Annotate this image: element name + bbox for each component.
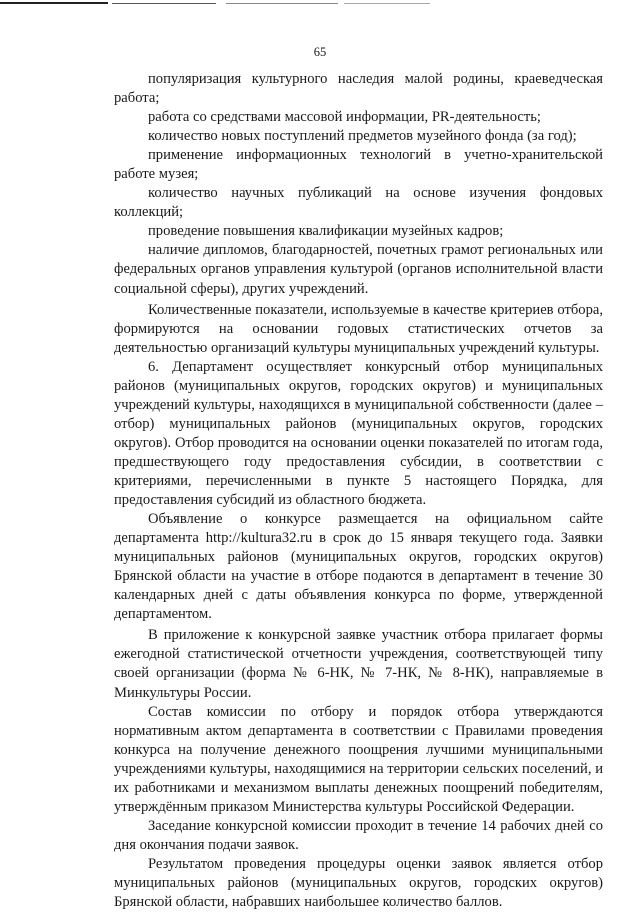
scan-artifact-line	[226, 3, 338, 4]
paragraph-application-attachments: В приложение к конкурсной заявке участник отбора прилагает формы ежегодной статистической отчетности учреждения, соответствующей типу своей организации (форма № 6-НК, № 7-НК, № 8-НК), направляемые в Минкультуры России.	[114, 627, 603, 701]
paragraph-scientific-publications: количество научных публикаций на основе изучения фондовых коллекций;	[114, 185, 603, 221]
paragraph-heritage-popularization: популяризация культурного наследия малой родины, краеведческая работа;	[114, 71, 603, 107]
scan-artifact-line	[0, 2, 108, 4]
paragraph-evaluation-result: Результатом проведения процедуры оценки заявок является отбор муниципальных районов (муниципальных округов, городских округов) Брянской области, набравших наибольшее количество баллов.	[114, 855, 603, 911]
paragraph-information-technologies: применение информационных технологий в учетно-хранительской работе музея;	[114, 147, 603, 183]
scan-artifact-line	[344, 3, 430, 4]
document-body	[114, 70, 603, 912]
paragraph-quantitative-indicators: Количественные показатели, используемые в качестве критериев отбора, формируются на основании годовых статистических отчетов за деятельностью организаций культуры муниципальных учреждений культуры.	[114, 301, 603, 356]
paragraph-commission-meeting: Заседание конкурсной комиссии проходит в течение 14 рабочих дней со дня окончания подачи заявок.	[114, 817, 603, 853]
paragraph-section-6-selection: 6. Департамент осуществляет конкурсный отбор муниципальных районов (муниципальных округов, городских округов) и муниципальных учреждений культуры, находящихся в муниципальной собственности (далее – отбор) муниципальных районов (муниципальных округов, городских округов). Отбор проводится на основании оценки показателей по итогам года, предшествующего году предоставления субсидии, в соответствии с критериями, перечисленными в пункте 5 настоящего Порядка, для предоставления субсидий из областного бюджета.	[114, 358, 603, 509]
paragraph-commission-composition: Состав комиссии по отбору и порядок отбора утверждаются нормативным актом департамента в соответствии с Правилами проведения конкурса на получение денежного поощрения лучшими муниципальными учреждениями культуры, находящимися на территории сельских поселений, и их работниками и механизмом выплаты денежных поощрений победителям, утверждённым приказом Министерства культуры Российской Федерации.	[114, 703, 603, 815]
paragraph-mass-media: работа со средствами массовой информации, PR-деятельность;	[148, 109, 541, 126]
scan-artifact-line	[112, 3, 216, 4]
paragraph-diplomas-awards: наличие дипломов, благодарностей, почетных грамот региональных или федеральных органов управления культурой (органов исполнительной власти социальной сферы), других учреждений.	[114, 242, 603, 297]
paragraph-new-acquisitions: количество новых поступлений предметов музейного фонда (за год);	[148, 128, 577, 145]
page-number: 65	[313, 45, 327, 59]
paragraph-staff-qualification: проведение повышения квалификации музейных кадров;	[148, 223, 504, 240]
paragraph-competition-announcement: Объявление о конкурсе размещается на официальном сайте департамента http://kultura32.ru в срок до 15 января текущего года. Заявки муниципальных районов (муниципальных округов, городских округов) Брянской области на участие в отборе подаются в департамент в течение 30 календарных дней с даты объявления конкурса по форме, утвержденной департаментом.	[114, 511, 603, 623]
